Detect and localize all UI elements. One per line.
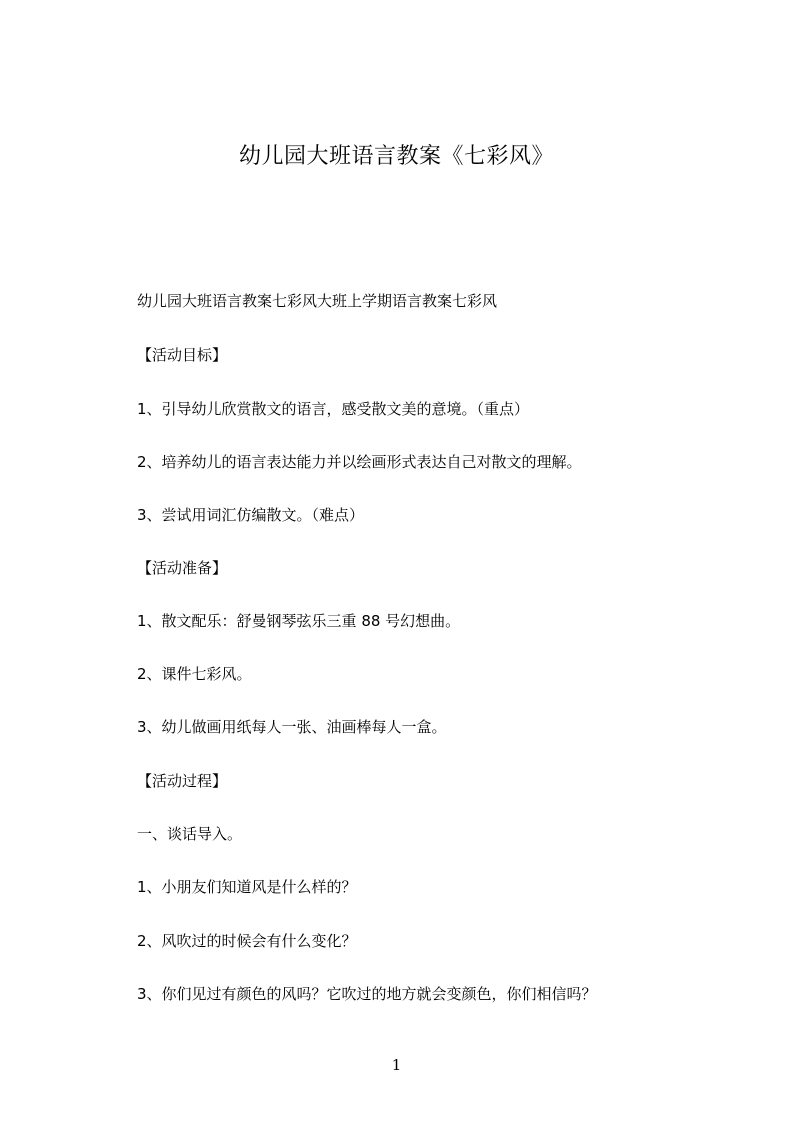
process-step-heading: 一、谈话导入。 — [137, 825, 243, 843]
preparation-item-2: 2、课件七彩风。 — [137, 665, 252, 683]
page-number: 1 — [391, 1056, 402, 1074]
goal-item-1: 1、引导幼儿欣赏散文的语言，感受散文美的意境。（重点） — [137, 400, 530, 418]
preparation-item-3: 3、幼儿做画用纸每人一张、油画棒每人一盒。 — [137, 718, 447, 736]
subtitle-paragraph: 幼儿园大班语言教案七彩风大班上学期语言教案七彩风 — [137, 292, 498, 310]
process-question-2: 2、风吹过的时候会有什么变化？ — [137, 932, 357, 950]
section-heading-preparation: 【活动准备】 — [137, 559, 228, 577]
section-heading-process: 【活动过程】 — [137, 772, 228, 790]
section-heading-goals: 【活动目标】 — [137, 346, 228, 364]
goal-item-2: 2、培养幼儿的语言表达能力并以绘画形式表达自己对散文的理解。 — [137, 453, 582, 471]
process-question-3: 3、你们见过有颜色的风吗？它吹过的地方就会变颜色，你们相信吗？ — [137, 985, 597, 1003]
process-question-1: 1、小朋友们知道风是什么样的？ — [137, 878, 357, 896]
preparation-item-1: 1、散文配乐：舒曼钢琴弦乐三重 88 号幻想曲。 — [137, 612, 461, 630]
goal-item-3: 3、尝试用词汇仿编散文。（难点） — [137, 506, 365, 524]
document-title: 幼儿园大班语言教案《七彩风》 — [238, 144, 554, 169]
